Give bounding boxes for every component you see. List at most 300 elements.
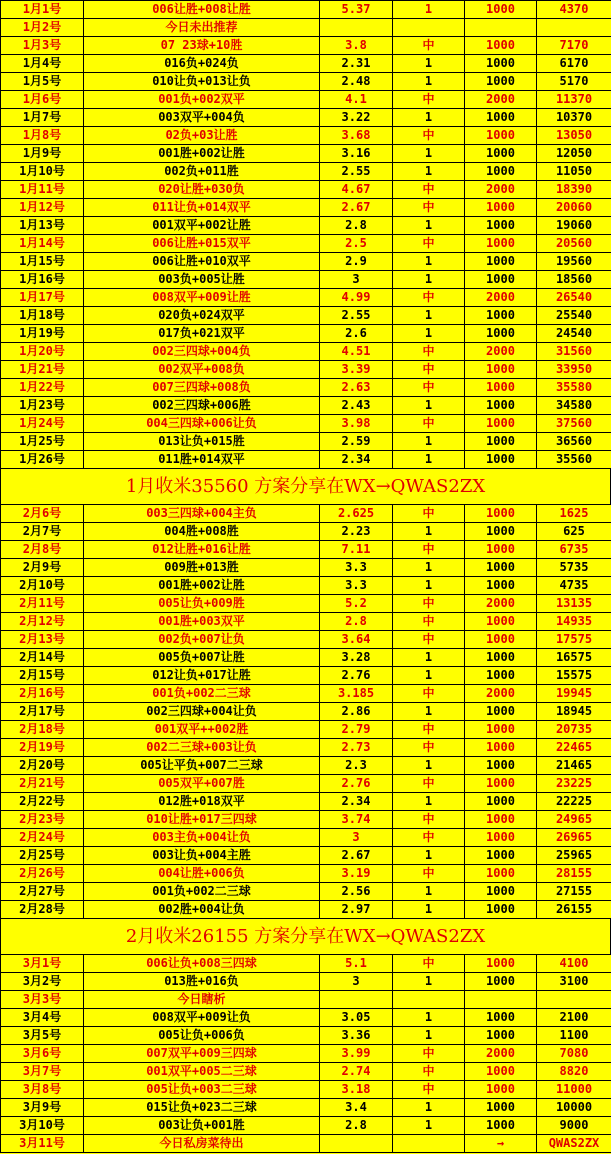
date-cell: 2月16号 (1, 685, 84, 703)
result-cell: 中 (393, 379, 465, 397)
odds-cell: 2.9 (320, 253, 393, 271)
table-row (1, 1, 611, 19)
balance-cell: 18390 (537, 181, 611, 199)
table-row (1, 847, 611, 865)
result-cell: 中 (393, 235, 465, 253)
picks-cell: 004三四球+006让负 (84, 415, 320, 433)
result-cell: 1 (393, 271, 465, 289)
balance-cell: 21465 (537, 757, 611, 775)
stake-cell: 1000 (465, 775, 537, 793)
date-cell: 3月9号 (1, 1099, 84, 1117)
balance-cell: 6735 (537, 541, 611, 559)
balance-cell: 34580 (537, 397, 611, 415)
table-row (1, 883, 611, 901)
picks-cell: 013胜+016负 (84, 973, 320, 991)
date-cell: 1月15号 (1, 253, 84, 271)
table-row (1, 721, 611, 739)
date-cell: 1月9号 (1, 145, 84, 163)
balance-cell: 4370 (537, 1, 611, 19)
result-cell: 中 (393, 865, 465, 883)
date-cell: 3月4号 (1, 1009, 84, 1027)
balance-cell: 27155 (537, 883, 611, 901)
stake-cell: 1000 (465, 361, 537, 379)
result-cell: 1 (393, 847, 465, 865)
table-row (1, 181, 611, 199)
date-cell: 2月18号 (1, 721, 84, 739)
result-cell (393, 991, 465, 1009)
date-cell: 3月7号 (1, 1063, 84, 1081)
balance-cell: 19945 (537, 685, 611, 703)
picks-cell: 010让负+013让负 (84, 73, 320, 91)
stake-cell: 2000 (465, 91, 537, 109)
table-row (1, 235, 611, 253)
picks-cell: 003三四球+004主负 (84, 505, 320, 523)
date-cell: 3月6号 (1, 1045, 84, 1063)
table-row (1, 649, 611, 667)
stake-cell: 2000 (465, 595, 537, 613)
date-cell: 2月13号 (1, 631, 84, 649)
picks-cell: 今日瞎析 (84, 991, 320, 1009)
table-row (1, 595, 611, 613)
balance-cell: 625 (537, 523, 611, 541)
odds-cell: 3.28 (320, 649, 393, 667)
stake-cell: 1000 (465, 721, 537, 739)
balance-cell: 25965 (537, 847, 611, 865)
stake-cell: 1000 (465, 577, 537, 595)
balance-cell: 26540 (537, 289, 611, 307)
date-cell: 2月25号 (1, 847, 84, 865)
table-row (1, 1027, 611, 1045)
table-row (1, 631, 611, 649)
table-row (1, 19, 611, 37)
stake-cell: 1000 (465, 847, 537, 865)
stake-cell: 1000 (465, 973, 537, 991)
balance-cell: 11370 (537, 91, 611, 109)
table-row (1, 955, 611, 973)
stake-cell: 1000 (465, 631, 537, 649)
stake-cell: 1000 (465, 433, 537, 451)
table-row (1, 1135, 611, 1153)
odds-cell: 5.2 (320, 595, 393, 613)
date-cell: 3月2号 (1, 973, 84, 991)
date-cell: 1月11号 (1, 181, 84, 199)
odds-cell: 3.64 (320, 631, 393, 649)
table-row (1, 73, 611, 91)
odds-cell: 2.67 (320, 199, 393, 217)
date-cell: 2月24号 (1, 829, 84, 847)
result-cell: 1 (393, 163, 465, 181)
stake-cell: 1000 (465, 1, 537, 19)
odds-cell: 2.63 (320, 379, 393, 397)
result-cell: 1 (393, 883, 465, 901)
date-cell: 1月25号 (1, 433, 84, 451)
odds-cell (320, 19, 393, 37)
stake-cell: 1000 (465, 1027, 537, 1045)
table-row (1, 775, 611, 793)
table-row (1, 973, 611, 991)
result-cell: 1 (393, 253, 465, 271)
balance-cell: 12050 (537, 145, 611, 163)
picks-cell: 020让胜+030负 (84, 181, 320, 199)
result-cell: 1 (393, 793, 465, 811)
odds-cell: 3.3 (320, 559, 393, 577)
table-row (1, 109, 611, 127)
odds-cell: 2.79 (320, 721, 393, 739)
odds-cell: 2.8 (320, 1117, 393, 1135)
stake-cell: 1000 (465, 37, 537, 55)
table-row (1, 505, 611, 523)
result-cell: 中 (393, 181, 465, 199)
result-cell: 1 (393, 973, 465, 991)
result-cell: 中 (393, 289, 465, 307)
date-cell: 2月28号 (1, 901, 84, 919)
result-cell: 1 (393, 109, 465, 127)
picks-cell: 001胜+003双平 (84, 613, 320, 631)
date-cell: 2月12号 (1, 613, 84, 631)
odds-cell: 2.8 (320, 217, 393, 235)
odds-cell: 2.55 (320, 307, 393, 325)
date-cell: 2月22号 (1, 793, 84, 811)
date-cell: 2月27号 (1, 883, 84, 901)
odds-cell: 3 (320, 271, 393, 289)
picks-cell: 001胜+002让胜 (84, 145, 320, 163)
picks-cell: 013让负+015胜 (84, 433, 320, 451)
date-cell: 1月17号 (1, 289, 84, 307)
result-cell: 1 (393, 1027, 465, 1045)
date-cell: 3月11号 (1, 1135, 84, 1153)
stake-cell: 1000 (465, 523, 537, 541)
date-cell: 1月8号 (1, 127, 84, 145)
date-cell: 1月14号 (1, 235, 84, 253)
jan-table (0, 0, 611, 469)
picks-cell: 001负+002双平 (84, 91, 320, 109)
odds-cell: 4.99 (320, 289, 393, 307)
balance-cell: 22225 (537, 793, 611, 811)
stake-cell: 1000 (465, 667, 537, 685)
table-row (1, 361, 611, 379)
stake-cell: 1000 (465, 451, 537, 469)
odds-cell: 2.73 (320, 739, 393, 757)
picks-cell: 007双平+009三四球 (84, 1045, 320, 1063)
picks-cell: 003让负+001胜 (84, 1117, 320, 1135)
date-cell: 3月10号 (1, 1117, 84, 1135)
odds-cell: 3.74 (320, 811, 393, 829)
picks-cell: 011胜+014双平 (84, 451, 320, 469)
balance-cell: 14935 (537, 613, 611, 631)
result-cell: 1 (393, 1099, 465, 1117)
table-row (1, 559, 611, 577)
stake-cell: 1000 (465, 145, 537, 163)
odds-cell: 5.37 (320, 1, 393, 19)
odds-cell: 2.56 (320, 883, 393, 901)
date-cell: 1月20号 (1, 343, 84, 361)
table-row (1, 613, 611, 631)
date-cell: 2月6号 (1, 505, 84, 523)
stake-cell: 1000 (465, 55, 537, 73)
date-cell: 1月5号 (1, 73, 84, 91)
result-cell: 中 (393, 811, 465, 829)
picks-cell: 002三四球+004负 (84, 343, 320, 361)
odds-cell: 3.16 (320, 145, 393, 163)
date-cell: 1月4号 (1, 55, 84, 73)
date-cell: 2月9号 (1, 559, 84, 577)
stake-cell: 1000 (465, 127, 537, 145)
picks-cell: 007三四球+008负 (84, 379, 320, 397)
table-row (1, 451, 611, 469)
picks-cell: 005让负+003二三球 (84, 1081, 320, 1099)
date-cell: 2月14号 (1, 649, 84, 667)
stake-cell: 2000 (465, 343, 537, 361)
table-row (1, 703, 611, 721)
stake-cell (465, 19, 537, 37)
stake-cell: 1000 (465, 1117, 537, 1135)
picks-cell: 001双平+002让胜 (84, 217, 320, 235)
balance-cell: 17575 (537, 631, 611, 649)
picks-cell: 005负+007让胜 (84, 649, 320, 667)
date-cell: 3月5号 (1, 1027, 84, 1045)
stake-cell: → (465, 1135, 537, 1153)
date-cell: 1月7号 (1, 109, 84, 127)
jan-summary-banner: 1月收米35560 方案分享在WX→QWAS2ZX (0, 469, 611, 504)
table-row (1, 1063, 611, 1081)
picks-cell: 002负+011胜 (84, 163, 320, 181)
stake-cell: 1000 (465, 217, 537, 235)
stake-cell: 1000 (465, 505, 537, 523)
result-cell: 1 (393, 1117, 465, 1135)
stake-cell: 1000 (465, 235, 537, 253)
balance-cell: QWAS2ZX (537, 1135, 611, 1153)
balance-cell: 10000 (537, 1099, 611, 1117)
result-cell: 中 (393, 505, 465, 523)
stake-cell: 1000 (465, 1081, 537, 1099)
result-cell: 中 (393, 721, 465, 739)
picks-cell: 003双平+004负 (84, 109, 320, 127)
table-row (1, 37, 611, 55)
table-row (1, 253, 611, 271)
balance-cell: 28155 (537, 865, 611, 883)
result-cell (393, 19, 465, 37)
table-row (1, 793, 611, 811)
result-cell: 1 (393, 649, 465, 667)
balance-cell: 25540 (537, 307, 611, 325)
date-cell: 1月18号 (1, 307, 84, 325)
table-row (1, 739, 611, 757)
stake-cell: 1000 (465, 379, 537, 397)
odds-cell: 7.11 (320, 541, 393, 559)
odds-cell: 3.99 (320, 1045, 393, 1063)
stake-cell: 1000 (465, 271, 537, 289)
stake-cell: 1000 (465, 757, 537, 775)
odds-cell: 2.31 (320, 55, 393, 73)
balance-cell: 11050 (537, 163, 611, 181)
result-cell: 1 (393, 559, 465, 577)
result-cell: 1 (393, 1009, 465, 1027)
date-cell: 1月13号 (1, 217, 84, 235)
result-cell: 中 (393, 595, 465, 613)
result-cell: 1 (393, 757, 465, 775)
balance-cell: 18945 (537, 703, 611, 721)
picks-cell: 008双平+009让负 (84, 1009, 320, 1027)
table-row (1, 541, 611, 559)
stake-cell: 1000 (465, 793, 537, 811)
picks-cell: 004胜+008胜 (84, 523, 320, 541)
result-cell: 中 (393, 1045, 465, 1063)
table-row (1, 757, 611, 775)
table-row (1, 343, 611, 361)
picks-cell: 006让胜+015双平 (84, 235, 320, 253)
result-cell: 中 (393, 199, 465, 217)
picks-cell: 004让胜+006负 (84, 865, 320, 883)
odds-cell: 3.36 (320, 1027, 393, 1045)
balance-cell: 20560 (537, 235, 611, 253)
odds-cell: 3.22 (320, 109, 393, 127)
table-row (1, 289, 611, 307)
balance-cell: 35560 (537, 451, 611, 469)
date-cell: 2月11号 (1, 595, 84, 613)
table-row (1, 127, 611, 145)
picks-cell: 005让负+009胜 (84, 595, 320, 613)
odds-cell: 3.98 (320, 415, 393, 433)
result-cell: 1 (393, 577, 465, 595)
odds-cell: 2.6 (320, 325, 393, 343)
table-row (1, 307, 611, 325)
picks-cell: 005让负+006负 (84, 1027, 320, 1045)
picks-cell: 015让负+023二三球 (84, 1099, 320, 1117)
odds-cell: 3.18 (320, 1081, 393, 1099)
balance-cell: 31560 (537, 343, 611, 361)
balance-cell: 26155 (537, 901, 611, 919)
stake-cell: 1000 (465, 199, 537, 217)
picks-cell: 07 23球+10胜 (84, 37, 320, 55)
table-row (1, 829, 611, 847)
result-cell: 1 (393, 73, 465, 91)
stake-cell: 1000 (465, 865, 537, 883)
result-cell: 中 (393, 955, 465, 973)
table-row (1, 433, 611, 451)
stake-cell: 1000 (465, 1009, 537, 1027)
result-cell: 中 (393, 685, 465, 703)
stake-cell: 1000 (465, 109, 537, 127)
picks-cell: 011让负+014双平 (84, 199, 320, 217)
table-row (1, 991, 611, 1009)
odds-cell (320, 1135, 393, 1153)
picks-cell: 001负+002二三球 (84, 685, 320, 703)
table-row (1, 523, 611, 541)
stake-cell: 1000 (465, 883, 537, 901)
stake-cell: 2000 (465, 289, 537, 307)
result-cell: 1 (393, 1, 465, 19)
date-cell: 2月23号 (1, 811, 84, 829)
balance-cell (537, 991, 611, 1009)
table-row (1, 1117, 611, 1135)
stake-cell: 1000 (465, 307, 537, 325)
odds-cell: 2.48 (320, 73, 393, 91)
balance-cell: 26965 (537, 829, 611, 847)
balance-cell: 19560 (537, 253, 611, 271)
balance-cell: 13050 (537, 127, 611, 145)
stake-cell (465, 991, 537, 1009)
table-row (1, 271, 611, 289)
odds-cell: 3.3 (320, 577, 393, 595)
balance-cell: 3100 (537, 973, 611, 991)
result-cell: 中 (393, 361, 465, 379)
picks-cell: 002三四球+004让负 (84, 703, 320, 721)
result-cell: 1 (393, 145, 465, 163)
stake-cell: 1000 (465, 253, 537, 271)
balance-cell: 13135 (537, 595, 611, 613)
result-cell: 中 (393, 829, 465, 847)
picks-cell: 002二三球+003让负 (84, 739, 320, 757)
result-cell: 中 (393, 415, 465, 433)
balance-cell: 18560 (537, 271, 611, 289)
feb-summary-banner: 2月收米26155 方案分享在WX→QWAS2ZX (0, 919, 611, 954)
picks-cell: 001双平+005二三球 (84, 1063, 320, 1081)
balance-cell: 24965 (537, 811, 611, 829)
stake-cell: 1000 (465, 1099, 537, 1117)
odds-cell: 2.34 (320, 451, 393, 469)
picks-cell: 今日未出推荐 (84, 19, 320, 37)
feb-table (0, 504, 611, 919)
table-row (1, 1099, 611, 1117)
table-row (1, 1081, 611, 1099)
balance-cell: 24540 (537, 325, 611, 343)
odds-cell: 3.39 (320, 361, 393, 379)
odds-cell: 2.67 (320, 847, 393, 865)
balance-cell: 7080 (537, 1045, 611, 1063)
balance-cell: 9000 (537, 1117, 611, 1135)
date-cell: 1月3号 (1, 37, 84, 55)
odds-cell (320, 991, 393, 1009)
balance-cell: 5735 (537, 559, 611, 577)
date-cell: 1月1号 (1, 1, 84, 19)
odds-cell: 2.43 (320, 397, 393, 415)
picks-cell: 006让胜+010双平 (84, 253, 320, 271)
odds-cell: 2.23 (320, 523, 393, 541)
date-cell: 2月21号 (1, 775, 84, 793)
odds-cell: 3 (320, 973, 393, 991)
result-cell: 中 (393, 343, 465, 361)
stake-cell: 1000 (465, 811, 537, 829)
date-cell: 3月1号 (1, 955, 84, 973)
date-cell: 2月20号 (1, 757, 84, 775)
stake-cell: 1000 (465, 1063, 537, 1081)
table-row (1, 415, 611, 433)
result-cell: 中 (393, 775, 465, 793)
result-cell: 中 (393, 541, 465, 559)
picks-cell: 012胜+018双平 (84, 793, 320, 811)
date-cell: 3月3号 (1, 991, 84, 1009)
odds-cell: 2.625 (320, 505, 393, 523)
picks-cell: 001胜+002让胜 (84, 577, 320, 595)
date-cell: 2月15号 (1, 667, 84, 685)
balance-cell: 11000 (537, 1081, 611, 1099)
table-row (1, 163, 611, 181)
result-cell: 1 (393, 901, 465, 919)
table-row (1, 55, 611, 73)
result-cell: 中 (393, 1081, 465, 1099)
picks-cell: 005让平负+007二三球 (84, 757, 320, 775)
stake-cell: 1000 (465, 73, 537, 91)
table-row (1, 667, 611, 685)
balance-cell: 10370 (537, 109, 611, 127)
result-cell: 1 (393, 667, 465, 685)
date-cell: 1月23号 (1, 397, 84, 415)
stake-cell: 1000 (465, 703, 537, 721)
odds-cell: 3.68 (320, 127, 393, 145)
table-row (1, 145, 611, 163)
balance-cell: 20060 (537, 199, 611, 217)
balance-cell: 1100 (537, 1027, 611, 1045)
